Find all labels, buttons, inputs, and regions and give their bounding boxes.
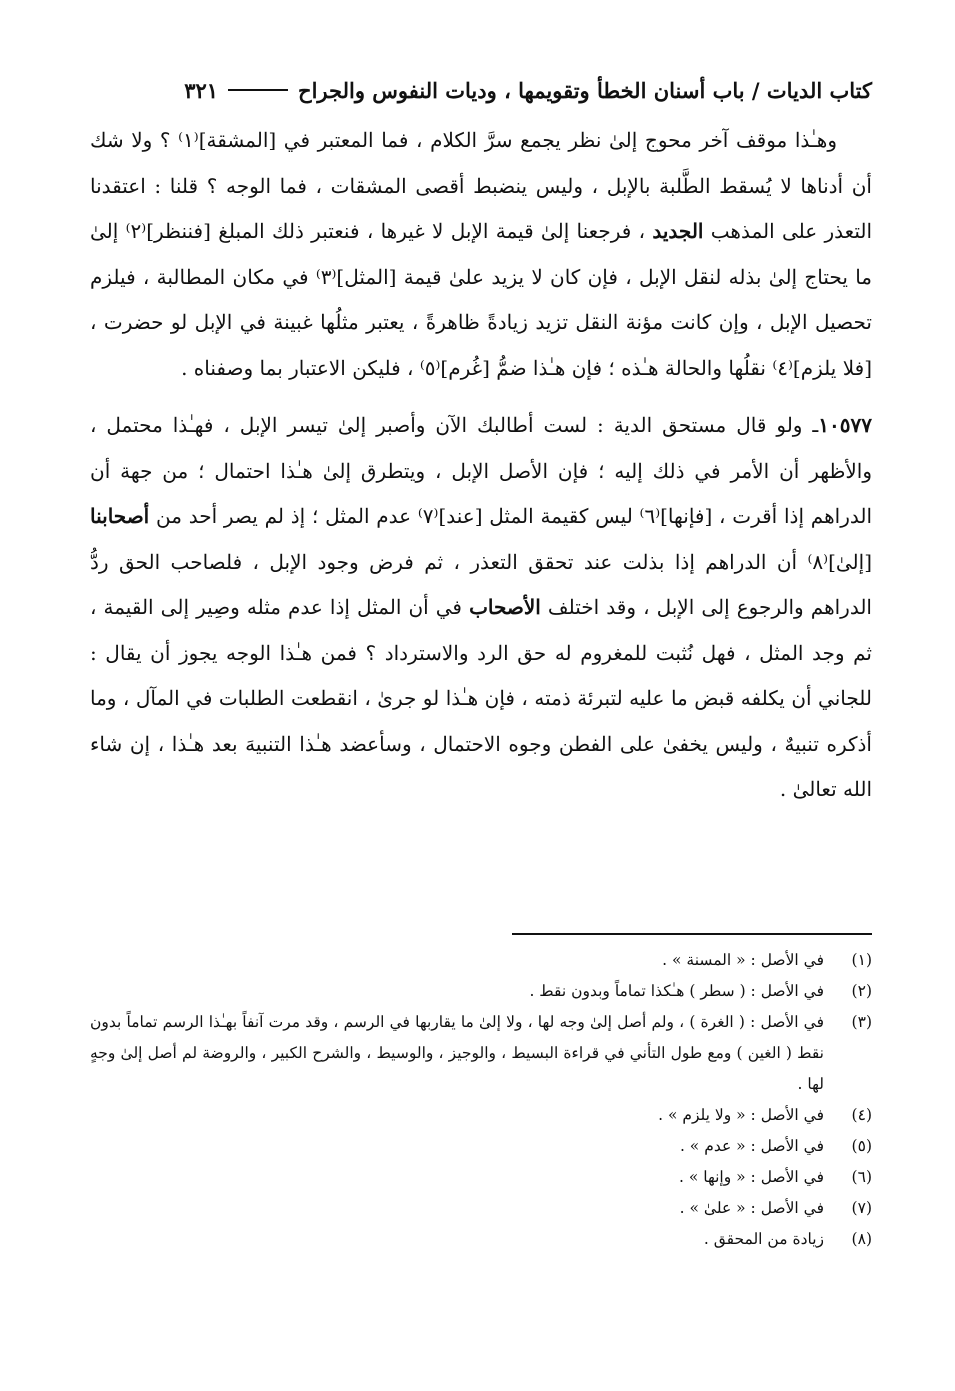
bold-term: الأصحاب <box>469 595 541 619</box>
footnote-number: (٨) <box>851 1230 872 1248</box>
footnote <box>90 1131 872 1162</box>
footnote-number: (٤) <box>851 1106 872 1124</box>
footnote-number: (١) <box>851 951 872 969</box>
paragraph-1 <box>90 118 872 391</box>
running-header <box>112 70 872 110</box>
footnote-separator <box>512 933 872 935</box>
footnote <box>90 945 872 976</box>
footnote <box>90 1162 872 1193</box>
footnote <box>90 1224 872 1255</box>
footnote <box>90 976 872 1007</box>
main-text <box>90 118 872 813</box>
paragraph-text: ـ ولو قال مستحق الدية : لست أطالبك الآن وأصبر إلىٰ تيسر الإبل ، فهـٰذا محتمل ، والأظهر أن الأمر في ذلك إليه ؛ فإن الأصل الإبل ، ويتطرق إلىٰ هـٰذا احتمال ؛ من جهة أن الدراهم إذا أقرت ، [فإنها]⁽٦⁾ ليس كقيمة المثل [عند]⁽٧⁾ عدم المثل ؛ إذ لم يصر أحد من <box>90 413 872 528</box>
footnote-number: (٢) <box>851 982 872 1000</box>
header-rule <box>228 89 288 91</box>
footnote-text: في الأصل : « ولا يلزم » . <box>658 1106 824 1124</box>
paragraph-text: ، فرجعنا إلىٰ قيمة الإبل لا غيرها ، فنعتبر ذلك المبلغ [فننظر]⁽٢⁾ إلىٰ ما يحتاج إلىٰ بذله لنقل الإبل ، فإن كان لا يزيد علىٰ قيمة [المثل]⁽٣⁾ في مكان المطالبة ، فيلزم تحصيل الإبل ، وإن كانت مؤنة النقل تزيد زيادةً ظاهرةً ، يعتبر مثلُها غبينة في الإبل لو حضرت ، [فلا يلزم]⁽٤⁾ نقلُها والحالة هـٰذه ؛ فإن هـٰذا ضمُّ [غُرم]⁽٥⁾ ، فليكن الاعتبار بما وصفناه . <box>90 219 872 380</box>
bold-term: أصحابنا <box>90 504 150 528</box>
footnote <box>90 1193 872 1224</box>
footnote-text: في الأصل : ( الغرة ) ، ولم أصل إلىٰ وجه لها ، ولا إلىٰ ما يقاربها في الرسم ، وقد مرت آنفاً بهـٰذا الرسم تماماً بدون نقط ( الغين ) ومع طول التأني في قراءة البسيط ، والوجيز ، والوسيط ، والشرح الكبير ، والروضة لم أصل إلىٰ وجهٍ لها . <box>90 1013 824 1093</box>
footnote-text: في الأصل : « وإنها » . <box>678 1168 824 1186</box>
footnote <box>90 1100 872 1131</box>
footnote-text: زيادة من المحقق . <box>703 1230 824 1248</box>
footnote <box>90 1007 872 1100</box>
bold-term: الجديد <box>652 219 704 243</box>
footnote-text: في الأصل : « علىٰ » . <box>679 1199 824 1217</box>
footnote-text: في الأصل : « المسنة » . <box>662 951 824 969</box>
paragraph-text: في أن المثل إذا عدم مثله وصِير إلى القيمة ، ثم وجد المثل ، فهل نُثبت للمغروم له حق الرد والاسترداد ؟ فمن هـٰذا الوجه يجوز أن يقال : للجاني أن يكلفه قبض ما عليه لتبرئة ذمته ، فإن هـٰذا لو جرىٰ ، انقطعت الطلبات في المآل ، وما أذكره تنبيهٌ ، وليس يخفىٰ على الفطن وجوه الاحتمال ، وسأعضد هـٰذا التنبيهَ بعد هـٰذا ، إن شاء الله تعالىٰ . <box>90 595 872 801</box>
header-title: كتاب الديات / باب أسنان الخطأ وتقويمها ، وديات النفوس والجراح <box>298 77 872 103</box>
paragraph-2 <box>90 403 872 813</box>
footnote-number: (٥) <box>851 1137 872 1155</box>
page-number: ٣٢١ <box>184 77 219 103</box>
footnote-number: (٣) <box>851 1013 872 1031</box>
issue-number: ١٠٥٧٧ <box>818 413 872 437</box>
paragraph-text: [إلىٰ]⁽٨⁾ أن الدراهم إذا بذلت عند تحقق التعذر ، ثم فرض وجود الإبل ، فلصاحب الحق ردُّ الدراهم والرجوع إلى الإبل ، وقد اختلف <box>90 549 872 619</box>
paragraph-text: وهـٰذا موقف آخر محوج إلىٰ نظر يجمع سرَّ الكلام ، فما المعتبر في [المشقة]⁽١⁾ ؟ ولا شك أن أدناها لا يُسقط الطَّلبة بالإبل ، وليس ينضبط أقصى المشقات ، فما الوجه ؟ قلنا : اعتقدنا التعذر على المذهب <box>90 128 873 243</box>
footnotes <box>90 945 872 1255</box>
footnote-number: (٦) <box>851 1168 872 1186</box>
footnote-text: في الأصل : « عدم » . <box>679 1137 824 1155</box>
footnote-text: في الأصل : ( سطر ) هـٰكذا تماماً وبدون نقط . <box>529 982 824 1000</box>
footnote-number: (٧) <box>851 1199 872 1217</box>
